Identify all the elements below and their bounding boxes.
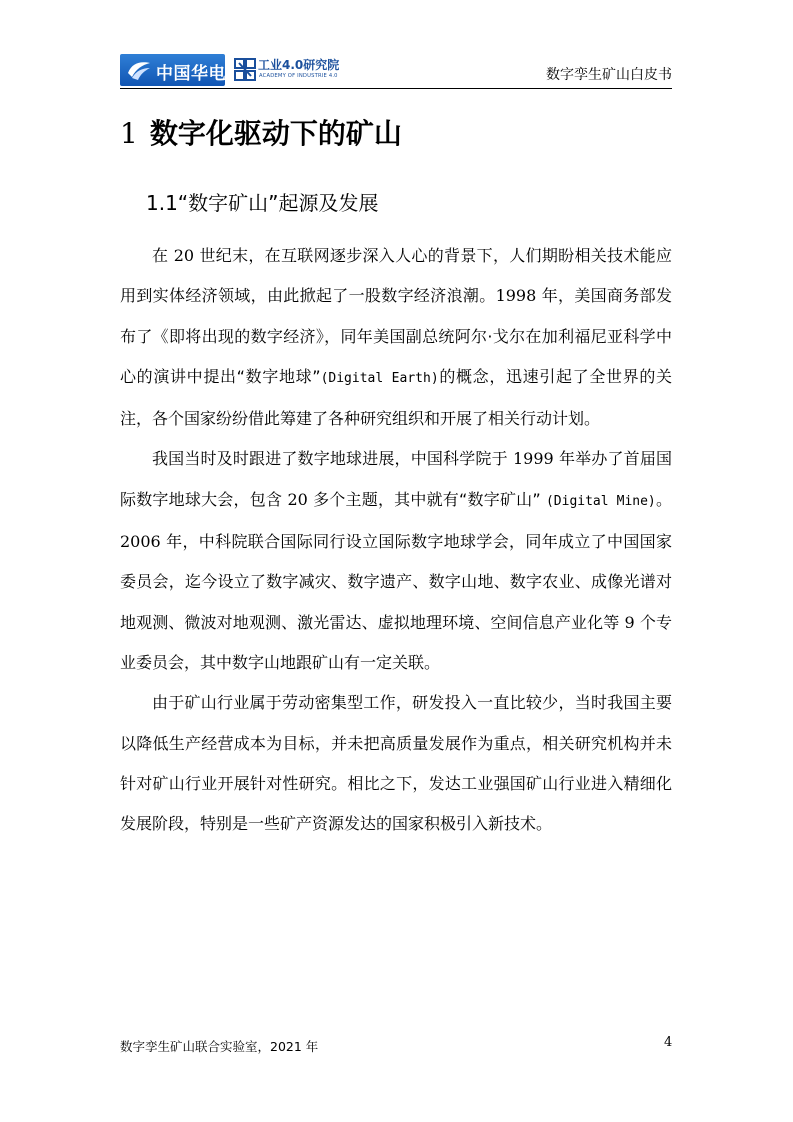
p2-number-2: 20 [287, 489, 308, 509]
chapter-heading [120, 112, 402, 152]
header-divider [120, 88, 672, 89]
p1-number-1: 20 [173, 246, 195, 265]
paragraph-3: 由于矿山行业属于劳动密集型工作，研发投入一直比较少，当时我国主要以降低生产经营成本为目标，并未把高质量发展作为重点，相关研究机构并未针对矿山行业开展针对性研究。相比之下，发达工业强国矿山行业进入精细化发展阶段，特别是一些矿产资源发达的国家积极引入新技术。 [120, 693, 672, 834]
huadian-logo [120, 54, 225, 86]
p2-text-3: 多个主题，其中就有“数字矿山” [307, 489, 546, 509]
p2-number-3: 2006 [120, 532, 161, 552]
p2-text-6: 个专业委员会，其中数字山地跟矿山有一定关联。 [120, 612, 672, 672]
p2-text-1: 我国当时及时跟进了数字地球进展，中国科学院于 [152, 449, 513, 469]
paragraph-1 [120, 236, 672, 439]
p2-text-4: 。 [655, 489, 672, 509]
p1-number-2: 1998 [495, 286, 537, 306]
page-number: 4 [664, 1035, 673, 1050]
p2-number-1: 1999 [513, 449, 554, 469]
p1-english-term: (Digital Earth) [320, 370, 439, 386]
huadian-emblem-icon [126, 59, 152, 81]
p1-text-4: 的概念，迅速引起了全世界的关注，各个国家纷纷借此筹建了各种研究组织和开展了相关行动计划。 [120, 366, 672, 429]
academy-logo-subtitle: ACADEMY OF INDUSTRIE 4.0 [259, 73, 338, 79]
p2-number-4: 9 [624, 612, 635, 632]
document-title: 数字孪生矿山白皮书 [546, 67, 672, 83]
chapter-number: 1 [120, 117, 138, 150]
academy-emblem-icon [233, 56, 257, 84]
p2-text-2: 年举办了首届国际数字地球大会，包含 [120, 449, 672, 509]
huadian-logo-text: 中国华电 [156, 64, 226, 84]
academy-logo [233, 56, 340, 86]
chapter-title-text: 数字化驱动下的矿山 [149, 117, 402, 150]
academy-logo-text: 工业4.0研究院 [258, 58, 340, 72]
p2-text-5: 年，中科院联合国际同行设立国际数字地球学会，同年成立了中国国家委员会，迄今设立了数字减灾、数字遗产、数字山地、数字农业、成像光谱对地观测、微波对地观测、激光雷达、虚拟地理环境、空间信息产业化等 [120, 532, 672, 632]
p1-text-3: 年，美国商务部发布了《即将出现的数字经济》，同年美国副总统阿尔·戈尔在加利福尼亚科学中心的演讲中提出“数字地球” [120, 286, 672, 386]
body-text [120, 236, 672, 844]
footer-credit: 数字孪生矿山联合实验室，2021 年 [120, 1039, 319, 1054]
paragraph-2 [120, 439, 672, 683]
section-heading: 1.1“数字矿山”起源及发展 [146, 191, 379, 215]
p1-text-1: 在 [152, 246, 174, 265]
p1-text-2: 世纪末，在互联网逐步深入人心的背景下，人们期盼相关技术能应用到实体经济领域，由此掀起了一股数字经济浪潮。 [120, 246, 672, 306]
page-header [120, 54, 672, 88]
p2-english-term: (Digital Mine) [545, 493, 656, 509]
